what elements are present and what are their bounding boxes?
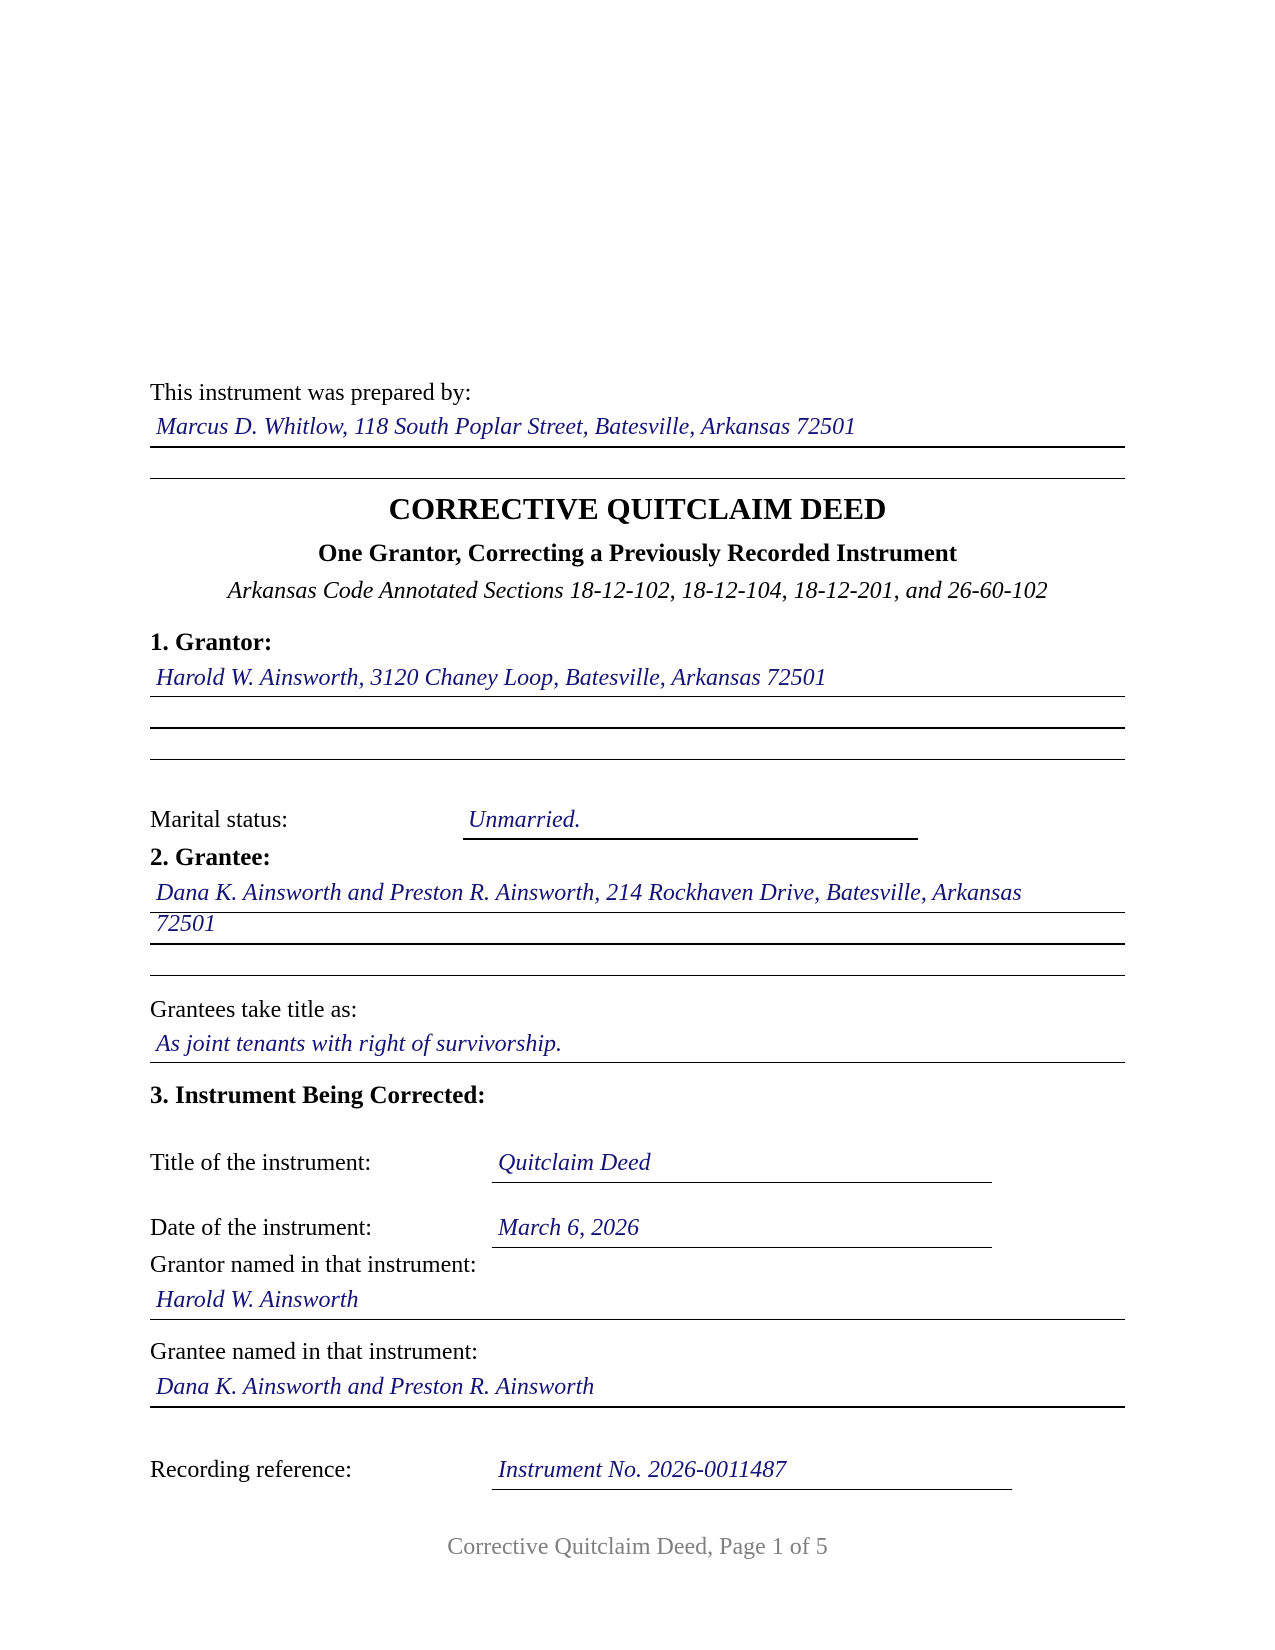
recording-reference-value: Instrument No. 2026-0011487	[498, 1457, 787, 1483]
marital-status-value: Unmarried.	[468, 807, 581, 833]
document-subtitle: One Grantor, Correcting a Previously Recorded Instrument	[317, 540, 958, 567]
instrument-grantee-value: Dana K. Ainsworth and Preston R. Ainsworth	[156, 1374, 595, 1400]
instrument-date-label: Date of the instrument:	[150, 1215, 372, 1241]
statute-reference: Arkansas Code Annotated Sections 18-12-102, 18-12-104, 18-12-201, and 26-60-102	[227, 578, 1048, 604]
grantor-line-3	[150, 759, 1125, 760]
grantee-value-line1: Dana K. Ainsworth and Preston R. Ainsworth, 214 Rockhaven Drive, Batesville, Arkansas	[156, 880, 1022, 906]
grantee-line-1	[150, 912, 1125, 913]
instrument-date-underline	[492, 1247, 992, 1248]
recording-reference-underline	[492, 1489, 1012, 1490]
prepared-by-underline	[150, 446, 1125, 448]
recording-reference-label: Recording reference:	[150, 1457, 352, 1483]
grantor-line-1	[150, 696, 1125, 697]
instrument-grantee-underline	[150, 1406, 1125, 1408]
document-title: CORRECTIVE QUITCLAIM DEED	[388, 491, 887, 526]
instrument-grantor-underline	[150, 1319, 1125, 1320]
instrument-title-label: Title of the instrument:	[150, 1150, 372, 1176]
title-as-value: As joint tenants with right of survivorship.	[156, 1031, 563, 1057]
instrument-grantor-value: Harold W. Ainsworth	[156, 1287, 359, 1313]
marital-status-label: Marital status:	[150, 807, 288, 833]
grantee-value-line2: 72501	[156, 911, 216, 937]
instrument-grantor-label: Grantor named in that instrument:	[150, 1252, 477, 1278]
title-as-underline	[150, 1062, 1125, 1063]
instrument-grantee-label: Grantee named in that instrument:	[150, 1339, 478, 1365]
grantor-heading: 1. Grantor:	[150, 629, 273, 656]
instrument-title-value: Quitclaim Deed	[498, 1150, 651, 1176]
grantee-line-2	[150, 943, 1125, 945]
title-as-label: Grantees take title as:	[150, 997, 358, 1023]
instrument-date-value: March 6, 2026	[498, 1215, 640, 1241]
prepared-by-label: This instrument was prepared by:	[150, 380, 472, 406]
title-divider	[150, 478, 1125, 479]
instrument-heading: 3. Instrument Being Corrected:	[150, 1082, 486, 1109]
instrument-title-underline	[492, 1182, 992, 1183]
grantee-heading: 2. Grantee:	[150, 844, 271, 871]
page-footer: Corrective Quitclaim Deed, Page 1 of 5	[447, 1534, 828, 1560]
marital-status-underline	[463, 838, 918, 840]
prepared-by-value: Marcus D. Whitlow, 118 South Poplar Street, Batesville, Arkansas 72501	[156, 414, 857, 440]
grantee-line-3	[150, 975, 1125, 976]
grantor-value: Harold W. Ainsworth, 3120 Chaney Loop, Batesville, Arkansas 72501	[156, 665, 827, 691]
grantor-line-2	[150, 727, 1125, 729]
